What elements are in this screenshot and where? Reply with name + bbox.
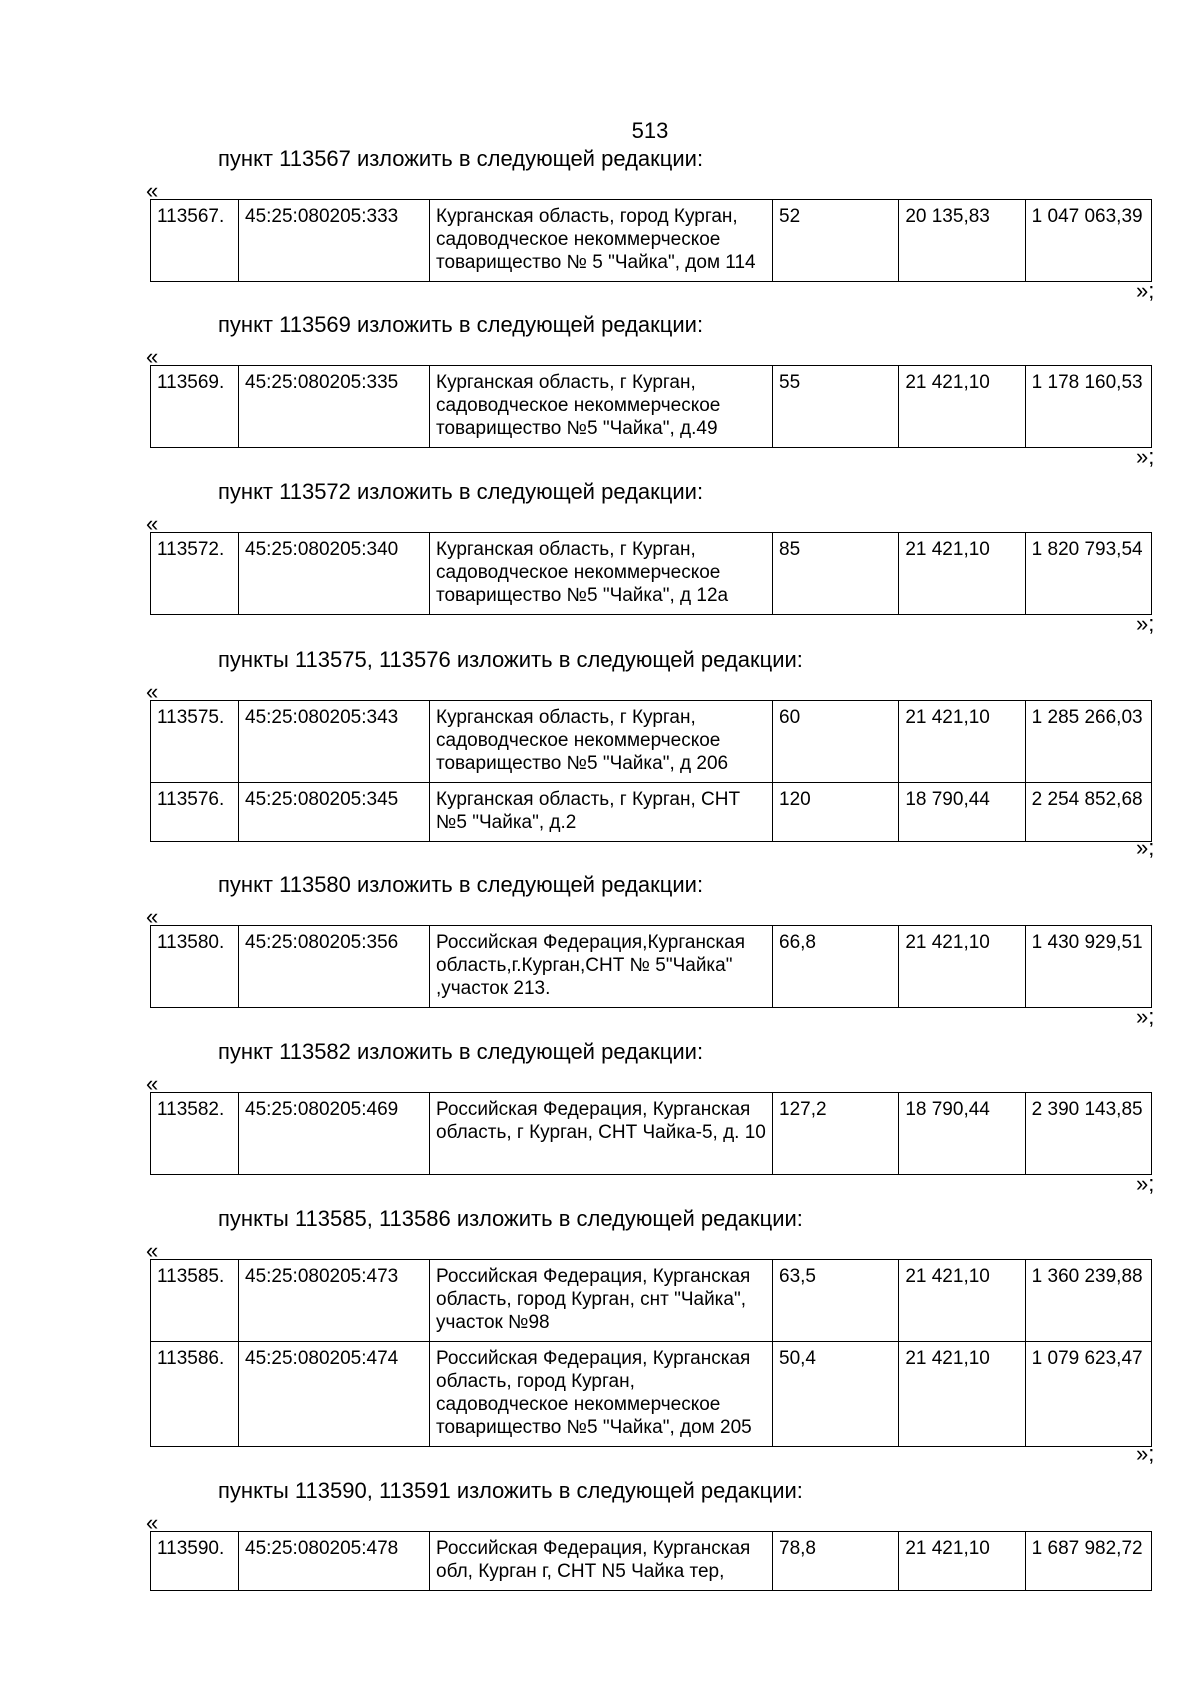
row-number: 113576.: [151, 783, 239, 842]
row-number: 113582.: [151, 1093, 239, 1175]
area: 78,8: [773, 1532, 899, 1591]
close-quote: »;: [1136, 444, 1155, 469]
table-row: [151, 701, 1152, 783]
area: 52: [773, 200, 899, 282]
rate: 21 421,10: [899, 366, 1025, 448]
row-number: 113572.: [151, 533, 239, 615]
rate: 18 790,44: [899, 1093, 1025, 1175]
address: Курганская область, г Курган, садоводческое некоммерческое товарищество №5 "Чайка", д 12а: [430, 533, 773, 615]
table-row: [151, 366, 1152, 448]
rate: 20 135,83: [899, 200, 1025, 282]
cadastral-value: 1 079 623,47: [1025, 1342, 1151, 1447]
cadastral-number: 45:25:080205:478: [239, 1532, 430, 1591]
cadastral-value: 2 254 852,68: [1025, 783, 1151, 842]
cadastral-number: 45:25:080205:340: [239, 533, 430, 615]
amendment-table: [150, 925, 1152, 1008]
address: Курганская область, город Курган, садоводческое некоммерческое товарищество № 5 "Чайка", дом 114: [430, 200, 773, 282]
address: Курганская область, г Курган, СНТ №5 "Чайка", д.2: [430, 783, 773, 842]
address: Российская Федерация, Курганская область, город Курган, снт "Чайка", участок №98: [430, 1260, 773, 1342]
close-quote: »;: [1136, 835, 1155, 860]
open-quote: «: [146, 178, 159, 203]
section-intro: пункты 113590, 113591 изложить в следующей редакции:: [218, 1478, 803, 1503]
rate: 21 421,10: [899, 1532, 1025, 1591]
table-row: [151, 926, 1152, 1008]
table-row: [151, 1260, 1152, 1342]
cadastral-number: 45:25:080205:473: [239, 1260, 430, 1342]
row-number: 113586.: [151, 1342, 239, 1447]
amendment-table: [150, 1092, 1152, 1175]
close-quote: »;: [1136, 1004, 1155, 1029]
table-row: [151, 533, 1152, 615]
open-quote: «: [146, 344, 159, 369]
table-row: [151, 200, 1152, 282]
rate: 21 421,10: [899, 1342, 1025, 1447]
rate: 21 421,10: [899, 926, 1025, 1008]
cadastral-number: 45:25:080205:356: [239, 926, 430, 1008]
area: 55: [773, 366, 899, 448]
address: Курганская область, г Курган, садоводческое некоммерческое товарищество №5 "Чайка", д 206: [430, 701, 773, 783]
cadastral-number: 45:25:080205:335: [239, 366, 430, 448]
cadastral-value: 1 430 929,51: [1025, 926, 1151, 1008]
row-number: 113567.: [151, 200, 239, 282]
open-quote: «: [146, 679, 159, 704]
section-intro: пункт 113572 изложить в следующей редакции:: [218, 479, 704, 504]
cadastral-value: 1 687 982,72: [1025, 1532, 1151, 1591]
rate: 18 790,44: [899, 783, 1025, 842]
section-intro: пункт 113582 изложить в следующей редакции:: [218, 1039, 704, 1064]
area: 85: [773, 533, 899, 615]
amendment-table: [150, 365, 1152, 448]
address: Российская Федерация,Курганская область,г.Курган,СНТ № 5"Чайка" ,участок 213.: [430, 926, 773, 1008]
row-number: 113580.: [151, 926, 239, 1008]
cadastral-value: 1 360 239,88: [1025, 1260, 1151, 1342]
section-intro: пункты 113585, 113586 изложить в следующей редакции:: [218, 1206, 803, 1231]
table-row: [151, 783, 1152, 842]
close-quote: »;: [1136, 278, 1155, 303]
close-quote: »;: [1136, 611, 1155, 636]
area: 120: [773, 783, 899, 842]
address: Российская Федерация, Курганская обл, Курган г, СНТ N5 Чайка тер,: [430, 1532, 773, 1591]
rate: 21 421,10: [899, 701, 1025, 783]
cadastral-value: 1 047 063,39: [1025, 200, 1151, 282]
amendment-table: [150, 700, 1152, 842]
row-number: 113585.: [151, 1260, 239, 1342]
open-quote: «: [146, 511, 159, 536]
area: 63,5: [773, 1260, 899, 1342]
section-intro: пункт 113567 изложить в следующей редакции:: [218, 146, 704, 171]
row-number: 113575.: [151, 701, 239, 783]
open-quote: «: [146, 904, 159, 929]
section-intro: пункты 113575, 113576 изложить в следующей редакции:: [218, 647, 803, 672]
section-intro: пункт 113569 изложить в следующей редакции:: [218, 312, 704, 337]
open-quote: «: [146, 1510, 159, 1535]
cadastral-value: 1 820 793,54: [1025, 533, 1151, 615]
row-number: 113590.: [151, 1532, 239, 1591]
table-row: [151, 1093, 1152, 1175]
page-number: 513: [631, 118, 669, 143]
cadastral-value: 2 390 143,85: [1025, 1093, 1151, 1175]
table-row: [151, 1342, 1152, 1447]
cadastral-value: 1 285 266,03: [1025, 701, 1151, 783]
amendment-table: [150, 532, 1152, 615]
open-quote: «: [146, 1071, 159, 1096]
table-row: [151, 1532, 1152, 1591]
cadastral-number: 45:25:080205:474: [239, 1342, 430, 1447]
row-number: 113569.: [151, 366, 239, 448]
amendment-table: [150, 1531, 1152, 1591]
area: 127,2: [773, 1093, 899, 1175]
rate: 21 421,10: [899, 533, 1025, 615]
area: 50,4: [773, 1342, 899, 1447]
amendment-table: [150, 1259, 1152, 1447]
close-quote: »;: [1136, 1171, 1155, 1196]
cadastral-number: 45:25:080205:333: [239, 200, 430, 282]
cadastral-number: 45:25:080205:343: [239, 701, 430, 783]
cadastral-value: 1 178 160,53: [1025, 366, 1151, 448]
area: 60: [773, 701, 899, 783]
cadastral-number: 45:25:080205:345: [239, 783, 430, 842]
address: Российская Федерация, Курганская область, город Курган, садоводческое некоммерческое товарищество №5 "Чайка", дом 205: [430, 1342, 773, 1447]
area: 66,8: [773, 926, 899, 1008]
section-intro: пункт 113580 изложить в следующей редакции:: [218, 872, 704, 897]
address: Курганская область, г Курган, садоводческое некоммерческое товарищество №5 "Чайка", д.49: [430, 366, 773, 448]
rate: 21 421,10: [899, 1260, 1025, 1342]
address: Российская Федерация, Курганская область, г Курган, СНТ Чайка-5, д. 10: [430, 1093, 773, 1175]
amendment-table: [150, 199, 1152, 282]
cadastral-number: 45:25:080205:469: [239, 1093, 430, 1175]
open-quote: «: [146, 1238, 159, 1263]
close-quote: »;: [1136, 1441, 1155, 1466]
